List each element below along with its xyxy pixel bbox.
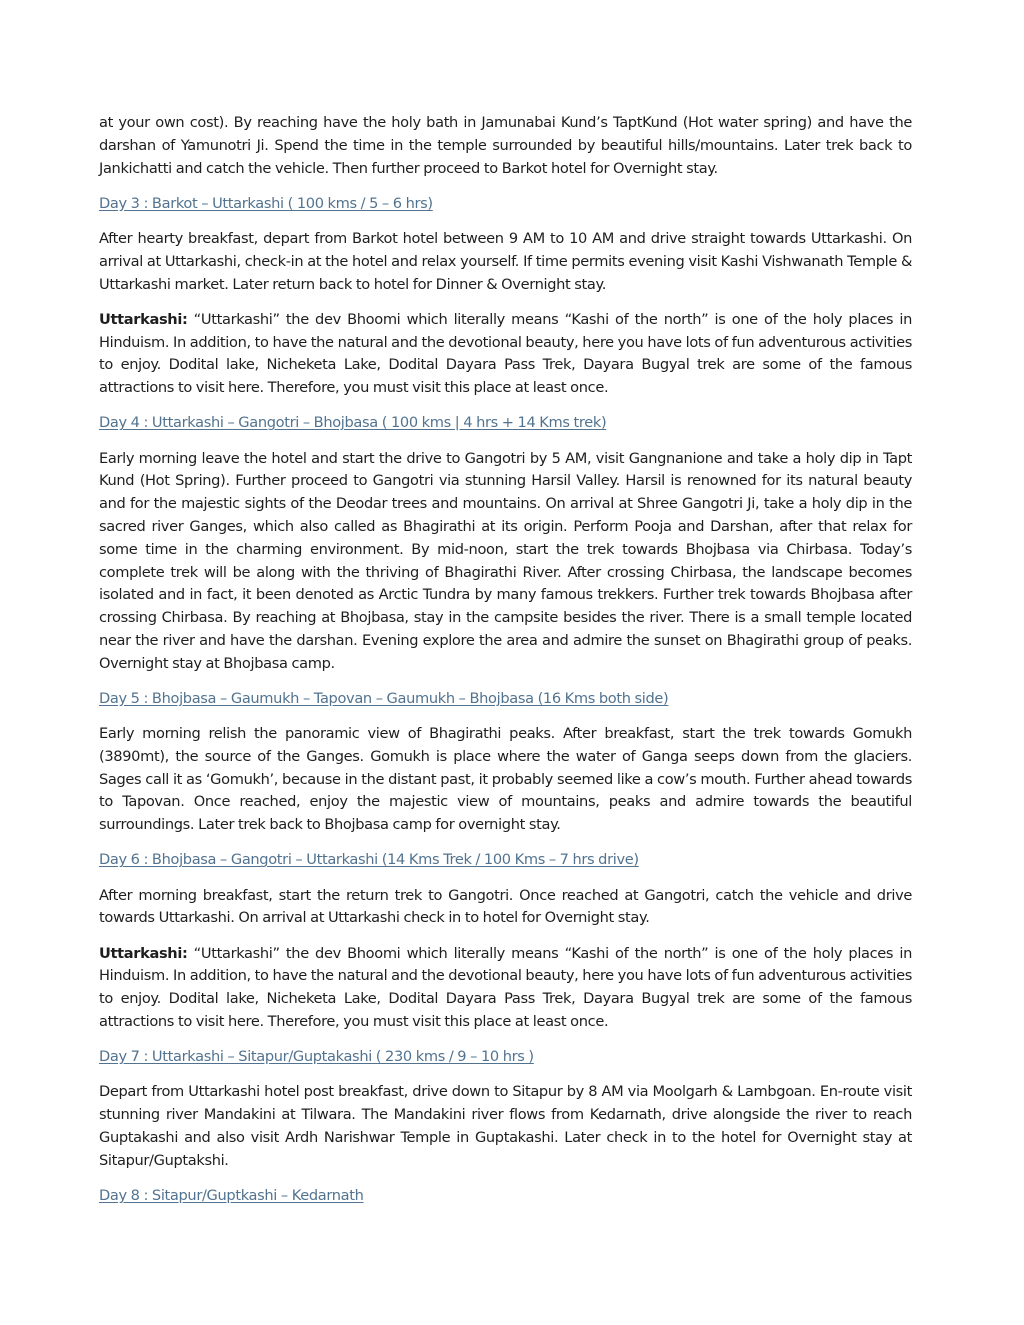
paragraph-uttarkashi-info-2: [99, 943, 912, 1034]
paragraph-day-6: After morning breakfast, start the return trek to Gangotri. Once reached at Gangotri, catch the vehicle and drive towards Uttarkashi. On arrival at Uttarkashi check in to hotel for Overnight stay.: [99, 886, 912, 927]
paragraph-day-5: Early morning relish the panoramic view of Bhagirathi peaks. After breakfast, start the trek towards Gomukh (3890mt), the source of the Ganges. Gomukh is place where the water of Ganga seeps down from the glaciers. Sages call it as ‘Gomukh’, because in the distant past, it probably seemed like a cow’s mouth. Further ahead towards to Tapovan. Once reached, enjoy the majestic view of mountains, peaks and admire towards the beautiful surroundings. Later trek back to Bhojbasa camp for overnight stay.: [99, 725, 912, 834]
paragraph-day-3: After hearty breakfast, depart from Barkot hotel between 9 AM to 10 AM and drive straight towards Uttarkashi. On arrival at Uttarkashi, check-in at the hotel and relax yourself. If time permits evening visit Kashi Vishwanath Temple & Uttarkashi market. Later return back to hotel for Dinner & Overnight stay.: [99, 229, 912, 293]
paragraph-day-4: Early morning leave the hotel and start the drive to Gangotri by 5 AM, visit Gangnanione and take a holy dip in Tapt Kund (Hot Spring). Further proceed to Gangotri via stunning Harsil Valley. Harsil is renowned for its natural beauty and for the majestic sights of the Deodar trees and mountains. On arrival at Shree Gangotri Ji, take a holy dip in the sacred river Ganges, which also called as Bhagirathi at its origin. Perform Pooja and Darshan, after that relax for some time in the charming environment. By mid-noon, start the trek towards Bhojbasa via Chirbasa. Today’s complete trek will be along with the thriving of Bhagirathi River. After crossing Chirbasa, the landscape becomes isolated and in fact, it been denoted as Arctic Tundra by many famous trekkers. Further trek towards Bhojbasa after crossing Chirbasa. By reaching at Bhojbasa, stay in the campsite besides the river. There is a small temple located near the river and have the darshan. Evening explore the area and admire the sunset on Bhagirathi group of peaks. Overnight stay at Bhojbasa camp.: [99, 449, 912, 672]
uttarkashi-description: “Uttarkashi” the dev Bhoomi which literally means “Kashi of the north” is one of the holy places in Hinduism. In addition, to have the natural and the devotional beauty, here you have lots of fun adventurous activities to enjoy. Dodital lake, Nicheketa Lake, Dodital Dayara Pass Trek, Dayara Bugyal trek are some of the famous attractions to visit here. Therefore, you must visit this place at least once.: [99, 944, 912, 1030]
day-6-heading-link[interactable]: Day 6 : Bhojbasa – Gangotri – Uttarkashi (14 Kms Trek / 100 Kms – 7 hrs drive): [99, 851, 639, 869]
uttarkashi-label: Uttarkashi:: [99, 310, 188, 328]
day-5-heading-link[interactable]: Day 5 : Bhojbasa – Gaumukh – Tapovan – Gaumukh – Bhojbasa (16 Kms both side): [99, 689, 669, 707]
day-7-heading-link[interactable]: Day 7 : Uttarkashi – Sitapur/Guptakashi ( 230 kms / 9 – 10 hrs ): [99, 1048, 534, 1066]
paragraph-day-7: Depart from Uttarkashi hotel post breakfast, drive down to Sitapur by 8 AM via Moolgarh & Lambgoan. En-route visit stunning river Mandakini at Tilwara. The Mandakini river flows from Kedarnath, drive alongside the river to reach Guptakashi and also visit Ardh Narishwar Temple in Guptakashi. Later check in to the hotel for Overnight stay at Sitapur/Guptakshi.: [99, 1083, 912, 1169]
paragraph-yamunotri-end: at your own cost). By reaching have the holy bath in Jamunabai Kund’s TaptKund (Hot water spring) and have the darshan of Yamunotri Ji. Spend the time in the temple surrounded by beautiful hills/mountains. Later trek back to Jankichatti and catch the vehicle. Then further proceed to Barkot hotel for Overnight stay.: [99, 114, 912, 177]
paragraph-uttarkashi-info-1: [99, 309, 912, 400]
uttarkashi-label: Uttarkashi:: [99, 944, 188, 962]
uttarkashi-description: “Uttarkashi” the dev Bhoomi which literally means “Kashi of the north” is one of the holy places in Hinduism. In addition, to have the natural and the devotional beauty, here you have lots of fun adventurous activities to enjoy. Dodital lake, Nicheketa Lake, Dodital Dayara Pass Trek, Dayara Bugyal trek are some of the famous attractions to visit here. Therefore, you must visit this place at least once.: [99, 310, 912, 397]
day-3-heading-link[interactable]: Day 3 : Barkot – Uttarkashi ( 100 kms / 5 – 6 hrs): [99, 194, 433, 212]
day-4-heading-link[interactable]: Day 4 : Uttarkashi – Gangotri – Bhojbasa ( 100 kms | 4 hrs + 14 Kms trek): [99, 414, 607, 432]
itinerary-document: [99, 112, 912, 1220]
day-8-heading-link[interactable]: Day 8 : Sitapur/Guptkashi – Kedarnath: [99, 1186, 364, 1204]
